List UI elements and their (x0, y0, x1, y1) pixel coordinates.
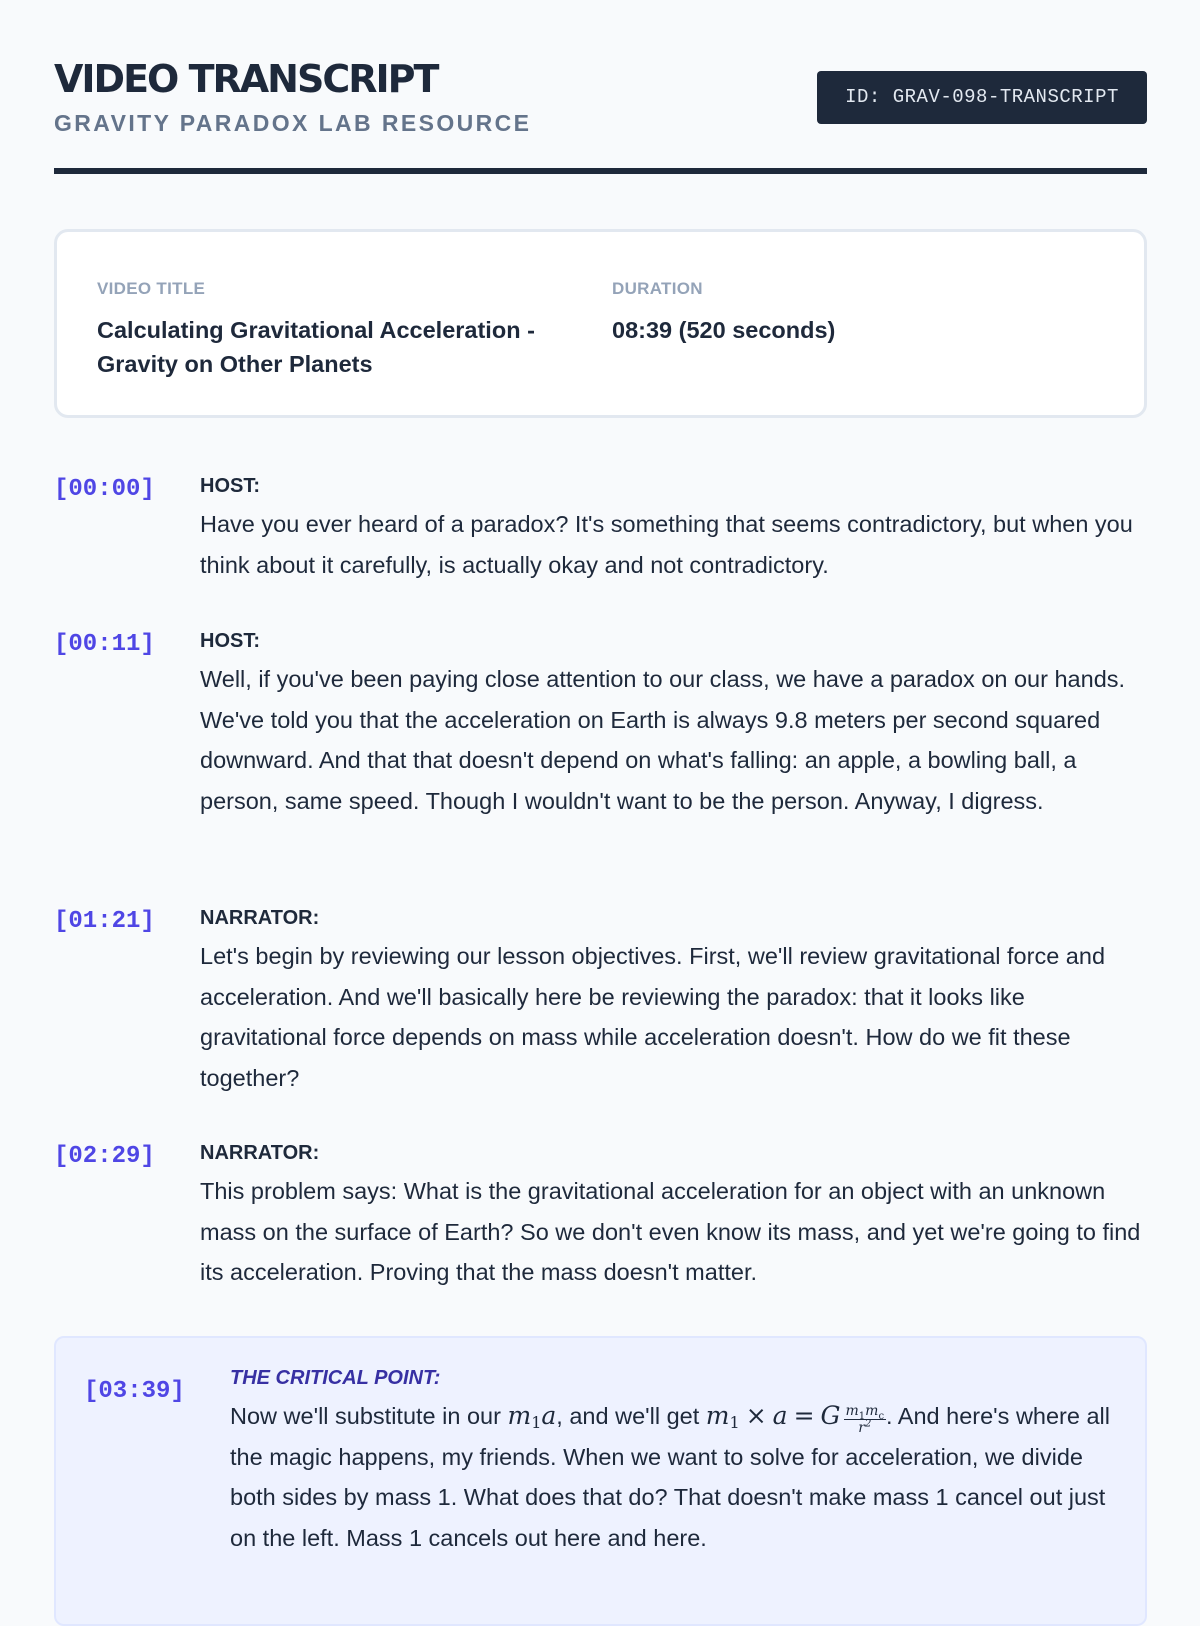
timestamp: [01:21] (54, 908, 155, 935)
video-title-field (97, 278, 567, 381)
speaker-label: HOST: (200, 475, 260, 497)
video-meta-card (54, 229, 1147, 418)
speaker-label: NARRATOR: (200, 907, 320, 929)
critical-point-text (230, 1396, 1120, 1558)
math-fraction: $\frac{m_1m_c}{r^2}$ (845, 1403, 885, 1436)
timestamp: [03:39] (84, 1378, 185, 1405)
timestamp: [00:11] (54, 631, 155, 658)
timestamp: [00:00] (54, 476, 155, 503)
video-title-label: VIDEO TITLE (97, 279, 206, 298)
video-title-value: Calculating Gravitational Acceleration - Gravity on Other Planets (97, 317, 535, 377)
speaker-label: NARRATOR: (200, 1142, 320, 1164)
duration-field (612, 278, 1092, 347)
page-subtitle: GRAVITY PARADOX LAB RESOURCE (54, 110, 532, 136)
critical-point-callout (54, 1336, 1147, 1626)
speaker-label: HOST: (200, 630, 260, 652)
page-title: VIDEO TRANSCRIPT (54, 57, 438, 101)
duration-label: DURATION (612, 279, 703, 298)
duration-value: 08:39 (520 seconds) (612, 317, 836, 343)
page (54, 0, 1147, 1551)
text-after: . And here's where all the magic happens, my friends. When we want to solve for acceleration, we divide both sides by mass 1. What does that do? That doesn't make mass 1 cancel out just on the left. Mass 1 cancels out here and here. (230, 1403, 1110, 1551)
entry-text: Have you ever heard of a paradox? It's something that seems contradictory, but when you think about it carefully, is actually okay and not contradictory. (200, 511, 1133, 578)
entry-text: This problem says: What is the gravitational acceleration for an object with an unknown mass on the surface of Earth? So we don't even know its mass, and yet we're going to find its acceleration. Proving that the mass doesn't matter. (200, 1178, 1141, 1285)
id-badge: ID: GRAV-098-TRANSCRIPT (817, 71, 1147, 124)
math-equation: $m_1 \times a = G$ $\frac{m_1m_c}{r^2}$ (705, 1401, 885, 1436)
math-m1a: $m_1a$ (507, 1401, 557, 1432)
entry-text: Let's begin by reviewing our lesson objectives. First, we'll review gravitational force and acceleration. And we'll basically here be reviewing the paradox: that it looks like gravitational force depends on mass while acceleration doesn't. How do we fit these together? (200, 943, 1106, 1091)
header (54, 0, 1147, 174)
text-before: Now we'll substitute in our (230, 1403, 501, 1429)
entry-text: Well, if you've been paying close attention to our class, we have a paradox on our hands. We've told you that the acceleration on Earth is always 9.8 meters per second squared downward. And that that doesn't depend on what's falling: an apple, a bowling ball, a person, same speed. Though I wouldn't want to be the person. Anyway, I digress. (200, 666, 1126, 814)
text-mid: , and we'll get (556, 1403, 700, 1429)
critical-point-label: THE CRITICAL POINT: (230, 1367, 441, 1389)
timestamp: [02:29] (54, 1143, 155, 1170)
